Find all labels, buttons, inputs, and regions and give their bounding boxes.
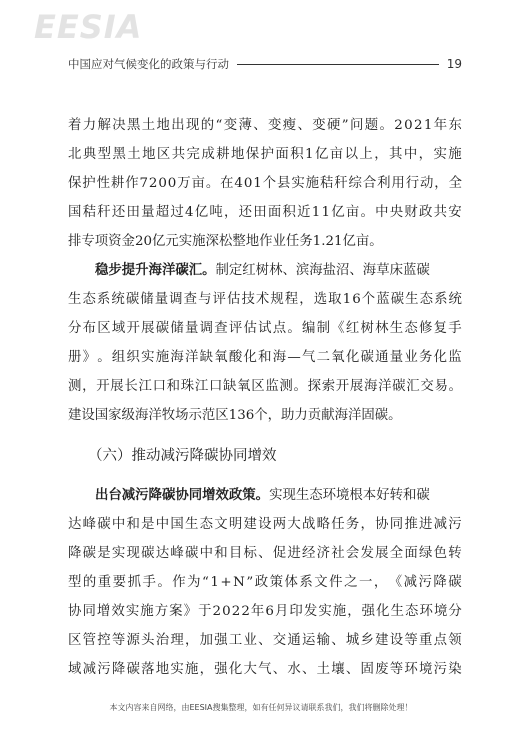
paragraph-pollution-carbon [68,481,462,684]
text-line: 协 同 增 效 实 施 方 案 》 于 2 0 2 2 年 6 月 印 发 实 施 ， 强 化 生 态 环 境 分 [68,604,462,619]
header-rule [237,64,439,65]
page-body [68,111,462,684]
section-heading: （六）推动减污降碳协同增效 [88,448,277,464]
text-line: 测 ， 开 展 长 江 口 和 珠 江 口 缺 氧 区 监 测 。 探 索 开 展 海 洋 碳 汇 交 易 。 [68,379,462,394]
text-line: 降 碳 是 实 现 碳 达 峰 碳 中 和 目 标 、 促 进 经 济 社 会 发 展 全 面 绿 色 转 [68,546,462,561]
page-number: 19 [446,57,462,71]
paragraph-lead: 出台减污降碳协同增效政策。 [95,487,270,503]
text-line: 保 护 性 耕 作 7 2 0 0 万 亩 。 在 4 0 1 个 县 实 施 秸 秆 综 合 利 用 行 动 ， 全 [68,176,462,191]
text-line: 排专项资金20亿元实施深松整地作业任务1.21亿亩。 [68,234,383,249]
header-title: 中国应对气候变化的政策与行动 [68,57,229,71]
paragraph-ocean-carbon [68,256,462,430]
text-line [68,481,462,510]
text-line: 域 减 污 降 碳 落 地 实 施 ， 强 化 大 气 、 水 、 土 壤 、 固 废 等 环 境 污 染 [68,662,462,677]
text-span: 实现生态环境根本好转和碳 [269,488,430,503]
text-line: 北 典 型 黑 土 地 区 共 完 成 耕 地 保 护 面 积 1 亿 亩 以 上 ， 其 中 ， 实 施 [68,147,462,162]
text-line: 建设国家级海洋牧场示范区136个，助力贡献海洋固碳。 [68,408,402,423]
eesia-watermark-logo: EESIA [34,8,143,46]
text-line [68,256,462,285]
text-line: 生 态 系 统 碳 储 量 调 查 与 评 估 技 术 规 程 ， 选 取 1 6 个 蓝 碳 生 态 系 统 [68,292,462,307]
text-line: 国 秸 秆 还 田 量 超 过 4 亿 吨 ， 还 田 面 积 近 1 1 亿 亩 。 中 央 财 政 共 安 [68,205,462,220]
text-line: 达 峰 碳 中 和 是 中 国 生 态 文 明 建 设 两 大 战 略 任 务 ， 协 同 推 进 减 污 [68,517,462,532]
text-line: 区 管 控 等 源 头 治 理 ， 加 强 工 业 、 交 通 运 输 、 城 乡 建 设 等 重 点 领 [68,633,462,648]
page-footer: 本文内容来自网络，由EESIA搜集整理，如有任何异议请联系我们，我们将删除处理！ [109,703,413,712]
page-header [68,55,462,73]
paragraph-lead: 稳步提升海洋碳汇。 [95,262,216,278]
text-span: 制定红树林、滨海盐沼、海草床蓝碳 [215,263,430,278]
paragraph-black-soil [68,111,462,256]
text-line: 册 》 。 组 织 实 施 海 洋 缺 氧 酸 化 和 海 — 气 二 氧 化 碳 通 量 业 务 化 监 [68,350,462,365]
text-line: 分 布 区 域 开 展 碳 储 量 调 查 评 估 试 点 。 编 制 《 红 树 林 生 态 修 复 手 [68,321,462,336]
text-line: 着 力 解 决 黑 土 地 出 现 的 “ 变 薄 、 变 瘦 、 变 硬 ” 问 题 。 2 0 2 1 年 东 [68,118,462,133]
text-line: 型 的 重 要 抓 手 。 作 为 “ 1 + N ” 政 策 体 系 文 件 之 一 ， 《 减 污 降 碳 [68,575,462,590]
